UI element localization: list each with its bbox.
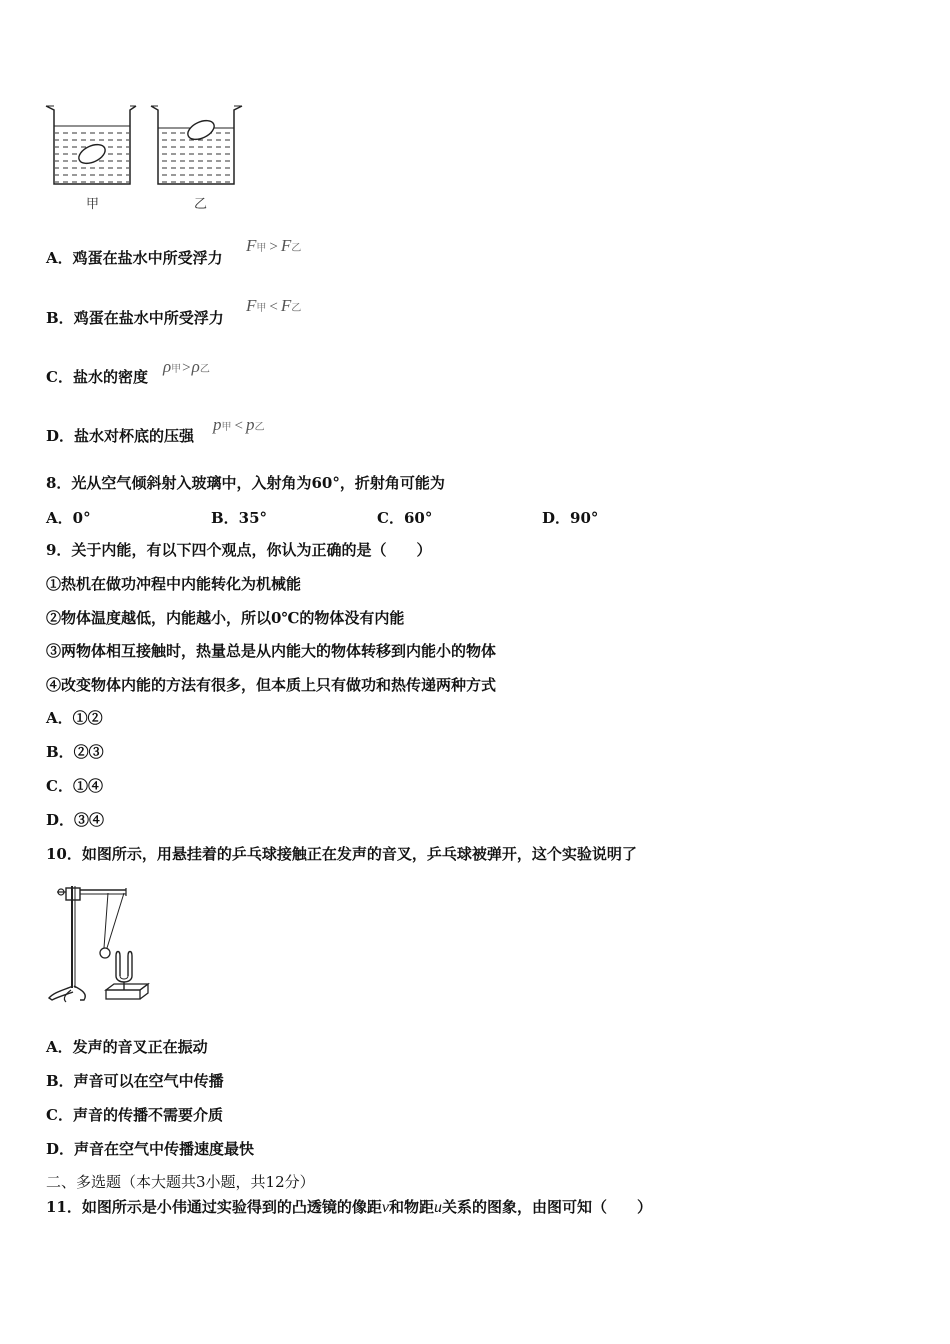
q7-option-a[interactable] (46, 248, 223, 268)
q10-stem: 10．如图所示，用悬挂着的乒乓球接触正在发声的音叉，乒乓球被弹开，这个实验说明了 (46, 845, 637, 863)
option-letter: C． (46, 368, 73, 386)
q9-statement-3: ③两物体相互接触时，热量总是从内能大的物体转移到内能小的物体 (46, 642, 497, 660)
figure-label-yi: 乙 (194, 197, 208, 212)
q9-statement-2: ②物体温度越低，内能越小，所以0℃的物体没有内能 (46, 609, 405, 627)
q9-option-c[interactable]: C．①④ (46, 777, 103, 795)
figure-label-jia: 甲 (86, 197, 100, 212)
option-text: 鸡蛋在盐水中所受浮力 (72, 249, 223, 267)
q8-option-a[interactable]: A．0° (46, 509, 91, 527)
q7-option-d[interactable] (46, 426, 194, 446)
q7-option-b-formula: F甲 < F乙 (246, 296, 302, 315)
tuning-fork-figure (44, 876, 156, 1006)
q8-option-c[interactable]: C．60° (377, 509, 433, 527)
q9-statement-1: ①热机在做功冲程中内能转化为机械能 (46, 575, 302, 593)
q7-option-c[interactable] (46, 367, 148, 387)
thread (107, 893, 124, 948)
q7-option-c-formula: ρ甲>ρ乙 (163, 357, 210, 376)
q7-option-d-formula: p甲 < p乙 (213, 415, 265, 434)
q8-option-b[interactable]: B．35° (211, 509, 268, 527)
q8-stem: 8．光从空气倾斜射入玻璃中，入射角为60°，折射角可能为 (46, 474, 445, 492)
q9-option-a[interactable]: A．①② (46, 709, 103, 727)
q9-stem: 9．关于内能，有以下四个观点，你认为正确的是（ ） (46, 541, 432, 559)
q7-option-b[interactable] (46, 308, 224, 328)
beaker-yi (151, 106, 242, 184)
q9-option-b[interactable]: B．②③ (46, 743, 104, 761)
q10-option-d[interactable]: D．声音在空气中传播速度最快 (46, 1140, 255, 1158)
option-letter: B． (46, 309, 74, 327)
q10-option-c[interactable]: C．声音的传播不需要介质 (46, 1106, 223, 1124)
q8-option-d[interactable]: D．90° (542, 509, 599, 527)
q10-option-a[interactable]: A．发声的音叉正在振动 (46, 1038, 208, 1056)
beakers-figure (44, 102, 249, 194)
ping-pong-ball (100, 948, 110, 958)
q9-option-d[interactable]: D．③④ (46, 811, 105, 829)
option-letter: A． (46, 249, 73, 267)
option-text: 盐水的密度 (72, 368, 148, 386)
option-letter: D． (46, 427, 75, 445)
thread (104, 893, 108, 948)
section-heading: 二、多选题（本大题共3小题，共12分） (46, 1173, 315, 1191)
beaker-jia (46, 106, 136, 184)
q7-option-a-formula: F甲 > F乙 (246, 236, 302, 255)
q11-stem: 11．如图所示是小伟通过实验得到的凸透镜的像距v和物距u关系的图象，由图可知（ ） (46, 1198, 653, 1216)
option-text: 鸡蛋在盐水中所受浮力 (73, 309, 224, 327)
q9-statement-4: ④改变物体内能的方法有很多，但本质上只有做功和热传递两种方式 (46, 676, 497, 694)
q10-option-b[interactable]: B．声音可以在空气中传播 (46, 1072, 224, 1090)
option-text: 盐水对杯底的压强 (74, 427, 195, 445)
